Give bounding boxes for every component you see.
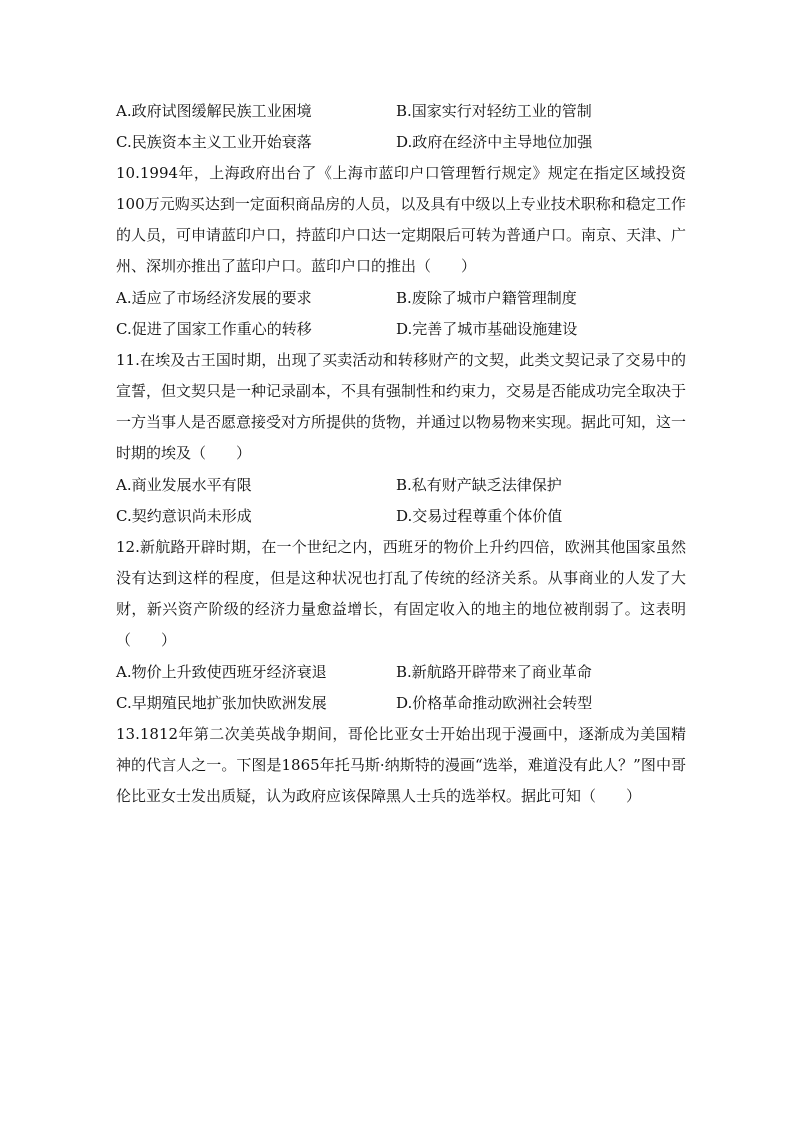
q9-options-row-1 (116, 96, 686, 127)
q12-options-row-2 (116, 688, 686, 719)
q10-option-b: B.废除了城市户籍管理制度 (396, 289, 577, 307)
q10-option-d: D.完善了城市基础设施建设 (396, 320, 578, 338)
q11-option-b: B.私有财产缺乏法律保护 (396, 476, 562, 494)
q12-options-row-1 (116, 657, 686, 688)
q9-option-d: D.政府在经济中主导地位加强 (396, 133, 593, 151)
q9-option-c: C.民族资本主义工业开始衰落 (116, 133, 312, 151)
q12-stem: 12.新航路开辟时期，在一个世纪之内，西班牙的物价上升约四倍，欧洲其他国家虽然没有达到这样的程度，但是这种状况也打乱了传统的经济关系。从事商业的人发了大财，新兴资产阶级的经济力量愈益增长，有固定收入的地主的地位被削弱了。这表明（ ） (116, 538, 686, 649)
q9-option-a: A.政府试图缓解民族工业困境 (116, 102, 312, 120)
q10-option-a: A.适应了市场经济发展的要求 (116, 289, 312, 307)
q11-options-row-1 (116, 470, 686, 501)
q11-option-a: A.商业发展水平有限 (116, 476, 252, 494)
q11-options-row-2 (116, 501, 686, 532)
q11-stem: 11.在埃及古王国时期，出现了买卖活动和转移财产的文契，此类文契记录了交易中的宣誓，但文契只是一种记录副本，不具有强制性和约束力，交易是否能成功完全取决于一方当事人是否愿意接受对方所提供的货物，并通过以物易物来实现。据此可知，这一时期的埃及（ ） (116, 351, 687, 462)
q9-option-b: B.国家实行对轻纺工业的管制 (396, 102, 592, 120)
q10-stem: 10.1994年，上海政府出台了《上海市蓝印户口管理暂行规定》规定在指定区域投资100万元购买达到一定面积商品房的人员，以及具有中级以上专业技术职称和稳定工作的人员，可申请蓝印户口，持蓝印户口达一定期限后可转为普通户口。南京、天津、广州、深圳亦推出了蓝印户口。蓝印户口的推出（ ） (116, 164, 687, 275)
q12-option-d: D.价格革命推动欧洲社会转型 (396, 694, 593, 712)
q10-options-row-1 (116, 283, 686, 314)
q11-option-d: D.交易过程尊重个体价值 (396, 507, 563, 525)
q13-stem: 13.1812年第二次美英战争期间，哥伦比亚女士开始出现于漫画中，逐渐成为美国精神的代言人之一。下图是1865年托马斯·纳斯特的漫画“选举，难道没有此人？”图中哥伦比亚女士发出质疑，认为政府应该保障黑人士兵的选举权。据此可知（ ） (116, 725, 686, 805)
q11-option-c: C.契约意识尚未形成 (116, 507, 252, 525)
q10-option-c: C.促进了国家工作重心的转移 (116, 320, 312, 338)
q12-option-b: B.新航路开辟带来了商业革命 (396, 663, 592, 681)
q12-option-c: C.早期殖民地扩张加快欧洲发展 (116, 694, 327, 712)
q12-option-a: A.物价上升致使西班牙经济衰退 (116, 663, 327, 681)
q10-options-row-2 (116, 314, 686, 345)
q9-options-row-2 (116, 127, 686, 158)
